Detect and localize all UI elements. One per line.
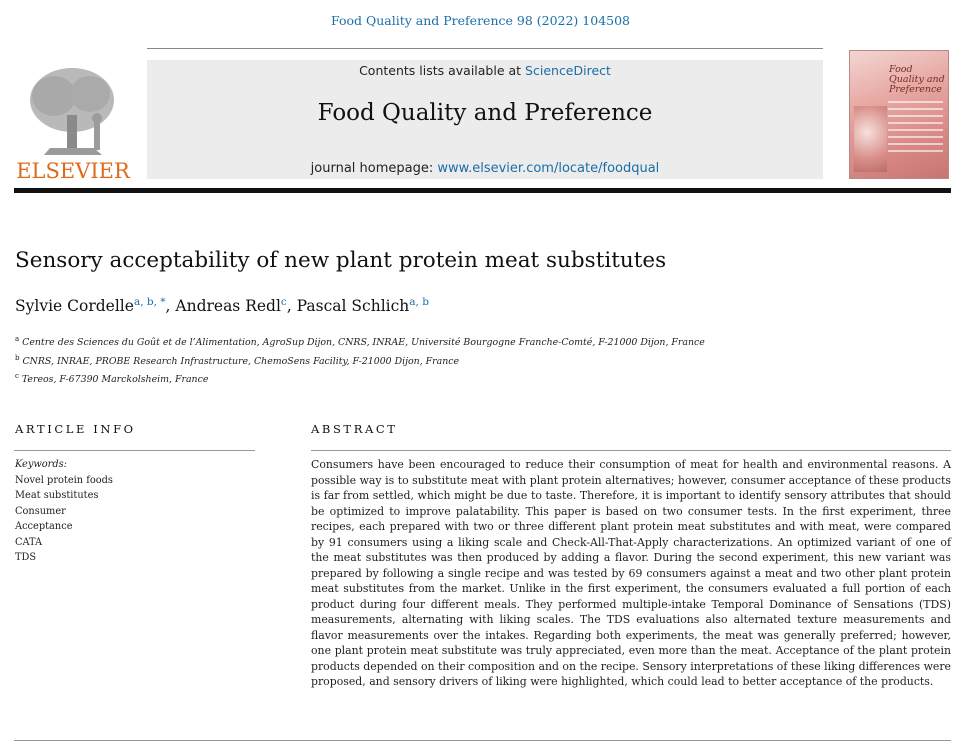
author-list: Sylvie Cordelle$^{a, b, *}$, Andreas Redl$^c$, Pascal Schlich$^{a, b}$	[15, 296, 429, 316]
svg-text:ELSEVIER: ELSEVIER	[16, 159, 130, 182]
abstract-divider	[311, 450, 951, 451]
contents-line: Contents lists available at ScienceDirect	[359, 63, 611, 78]
article-info-divider	[14, 450, 255, 451]
elsevier-logo	[14, 60, 132, 182]
journal-cover-thumbnail[interactable]	[849, 50, 949, 179]
author-affiliation-ref[interactable]: a, b, *	[133, 296, 166, 308]
cover-lines	[888, 101, 943, 157]
keyword-item: TDS	[15, 552, 37, 563]
affiliation-item: $^a$ Centre des Sciences du Goût et de l’Alimentation, AgroSup Dijon, CNRS, INRAE, Université Bourgogne Franche-Comté, F-21000 Dijon, France	[15, 335, 705, 349]
keywords-label: Keywords:	[15, 459, 67, 470]
keyword-item: Consumer	[15, 505, 66, 517]
article-info-heading: ARTICLE INFO	[15, 422, 136, 436]
keywords-list	[15, 457, 113, 566]
journal-title: Food Quality and Preference	[317, 100, 653, 126]
affiliation-item: $^b$ CNRS, INRAE, PROBE Research Infrastructure, ChemoSens Facility, F-21000 Dijon, France	[15, 353, 460, 367]
article-title: Sensory acceptability of new plant protein meat substitutes	[15, 248, 667, 273]
homepage-link[interactable]: www.elsevier.com/locate/foodqual	[437, 161, 660, 176]
cover-title: Food Quality and Preference	[889, 64, 945, 95]
footer-divider	[14, 740, 951, 741]
header-thick-rule	[14, 188, 951, 193]
author-name[interactable]: Andreas Redl	[175, 297, 281, 316]
cover-photo	[854, 106, 887, 172]
keyword-item: Novel protein foods	[15, 474, 113, 486]
affiliation-item: $^c$ Tereos, F-67390 Marckolsheim, France	[15, 372, 209, 386]
abstract-text: Consumers have been encouraged to reduce their consumption of meat for health and environmental reasons. A possible way is to substitute meat with plant protein alternatives; however, consumer acceptance of these products is far from settled, which might be due to taste. Therefore, it is important to identify sensory attributes that should be optimized to improve palatability. This paper is based on two consumer tests. In the first experiment, three recipes, each prepared with two or three different plant protein meat substitutes and with meat, were compared by 91 consumers using a liking scale and Check-All-That-Apply characterizations. An optimized variant of one of the meat substitutes was then produced by adding a flavor. During the second experiment, this new variant was prepared by following a single recipe and was tested by 69 consumers against a meat and two other plant protein meat substitutes from the market. Unlike in the first experiment, the consumers evaluated a full portion of each product during four different meals. They performed multiple-intake Temporal Dominance of Sensations (TDS) measurements, alternating with liking scales. The TDS evaluations also alternated texture measurements and flavor measurements over the intakes. Regarding both experiments, the meat was generally preferred; however, one plant protein meat substitute was truly appreciated, even more than the meat. Acceptance of the plant protein products depended on their composition and on the recipe. Sensory interpretations of these liking differences were proposed, and sensory drivers of liking were highlighted, which could lead to better acceptance of the products.	[311, 458, 951, 688]
journal-citation: Food Quality and Preference 98 (2022) 104508	[330, 13, 631, 28]
affiliations	[15, 332, 705, 388]
keyword-item: Meat substitutes	[15, 490, 99, 501]
author-affiliation-ref[interactable]: a, b	[409, 296, 429, 308]
author-name[interactable]: Pascal Schlich	[296, 297, 410, 316]
author-name[interactable]: Sylvie Cordelle	[15, 297, 134, 316]
keyword-item: Acceptance	[15, 521, 73, 532]
keyword-item: CATA	[15, 536, 43, 548]
author-affiliation-ref[interactable]: c	[280, 296, 287, 308]
homepage-line: journal homepage: www.elsevier.com/locate/foodqual	[310, 161, 660, 176]
abstract-heading: ABSTRACT	[311, 422, 398, 436]
journal-banner	[147, 60, 823, 179]
header-divider	[147, 48, 823, 49]
sciencedirect-link[interactable]: ScienceDirect	[525, 63, 611, 78]
tree-icon	[30, 68, 114, 155]
